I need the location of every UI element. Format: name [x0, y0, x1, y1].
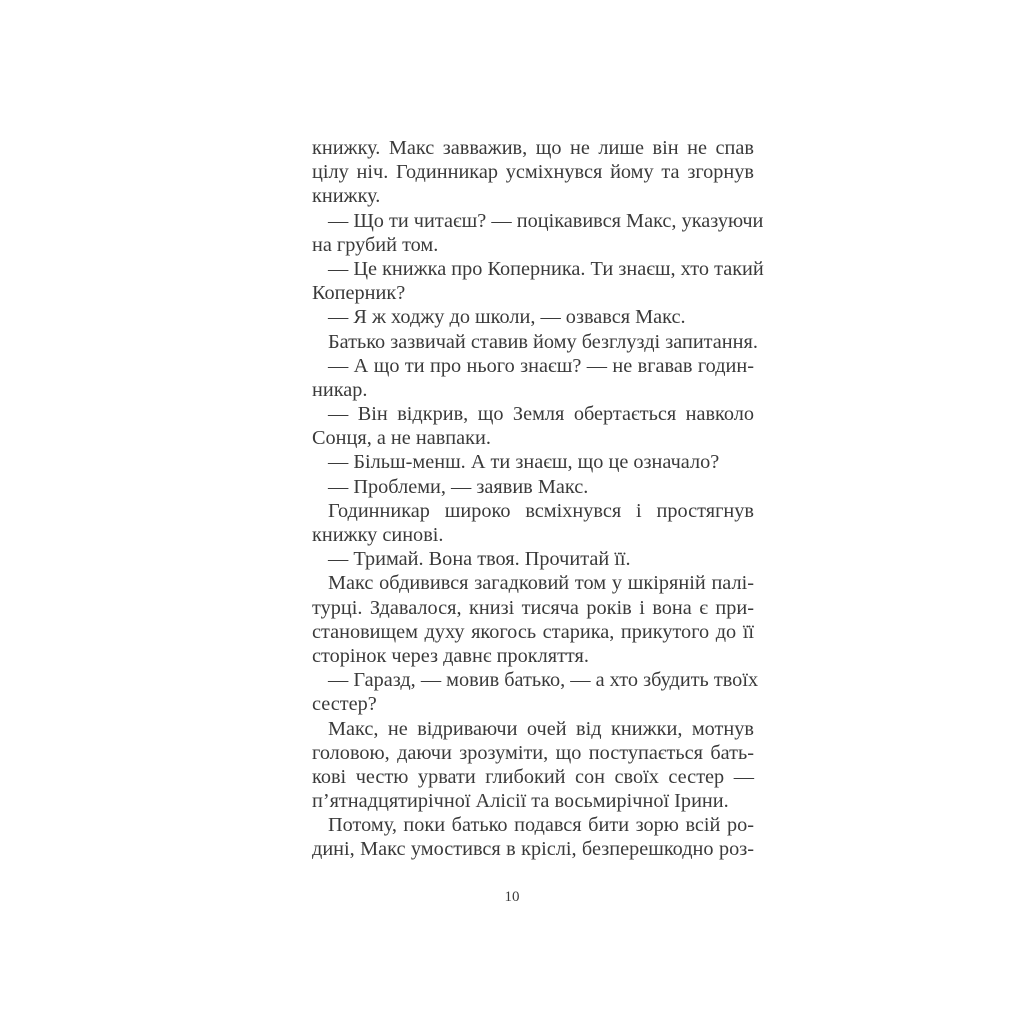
- text-line: п’ятнадцятирічної Алісії та восьмирічної Ірини.: [312, 790, 729, 813]
- text-line: книжку. Макс завважив, що не лише він не спав: [312, 137, 754, 159]
- text-line: сестер?: [312, 693, 377, 716]
- text-line: — Тримай. Вона твоя. Прочитай її.: [328, 548, 631, 571]
- text-line: Сонця, а не навпаки.: [312, 427, 491, 450]
- text-line: — Що ти читаєш? — поцікавився Макс, указуючи: [328, 209, 764, 232]
- text-line: сторінок через давнє прокляття.: [312, 644, 589, 667]
- text-line: становищем духу якогось старика, прикутого до її: [312, 620, 754, 643]
- text-line: кові честю урвати глибокий сон своїх сестер —: [312, 765, 754, 788]
- text-line: — Це книжка про Коперника. Ти знаєш, хто такий: [328, 257, 764, 280]
- text-line: никар.: [312, 378, 368, 401]
- text-line: — Проблеми, — заявив Макс.: [328, 475, 589, 498]
- text-line: дині, Макс умостився в кріслі, безперешкодно роз-: [312, 838, 754, 861]
- text-line: — Я ж ходжу до школи, — озвався Макс.: [328, 306, 686, 329]
- text-line: Батько зазвичай ставив йому безглузді запитання.: [328, 330, 758, 353]
- text-line: — Він відкрив, що Земля обертається навколо: [328, 403, 754, 426]
- text-line: — Гаразд, — мовив батько, — а хто збудить твоїх: [328, 669, 759, 692]
- text-line: Макс, не відриваючи очей від книжки, мотнув: [328, 717, 754, 740]
- text-line: на грубий том.: [312, 233, 439, 256]
- text-line: Потому, поки батько подався бити зорю всій ро-: [328, 814, 754, 837]
- text-line: книжку.: [312, 185, 381, 208]
- body-text: [312, 136, 764, 862]
- text-line: Макс обдивився загадковий том у шкіряній палі-: [328, 572, 754, 595]
- text-line: цілу ніч. Годинникар усміхнувся йому та згорнув: [312, 161, 754, 184]
- text-line: Коперник?: [312, 282, 406, 305]
- text-line: — А що ти про нього знаєш? — не вгавав годин-: [328, 354, 754, 377]
- text-line: турці. Здавалося, книзі тисяча років і вона є при-: [312, 596, 754, 619]
- text-line: — Більш-менш. А ти знаєш, що це означало?: [328, 451, 720, 474]
- text-line: Годинникар широко всміхнувся і простягнув: [328, 499, 754, 522]
- text-line: книжку синові.: [312, 524, 444, 546]
- page-number: 10: [504, 889, 520, 905]
- text-line: головою, даючи зрозуміти, що поступається бать-: [312, 741, 754, 764]
